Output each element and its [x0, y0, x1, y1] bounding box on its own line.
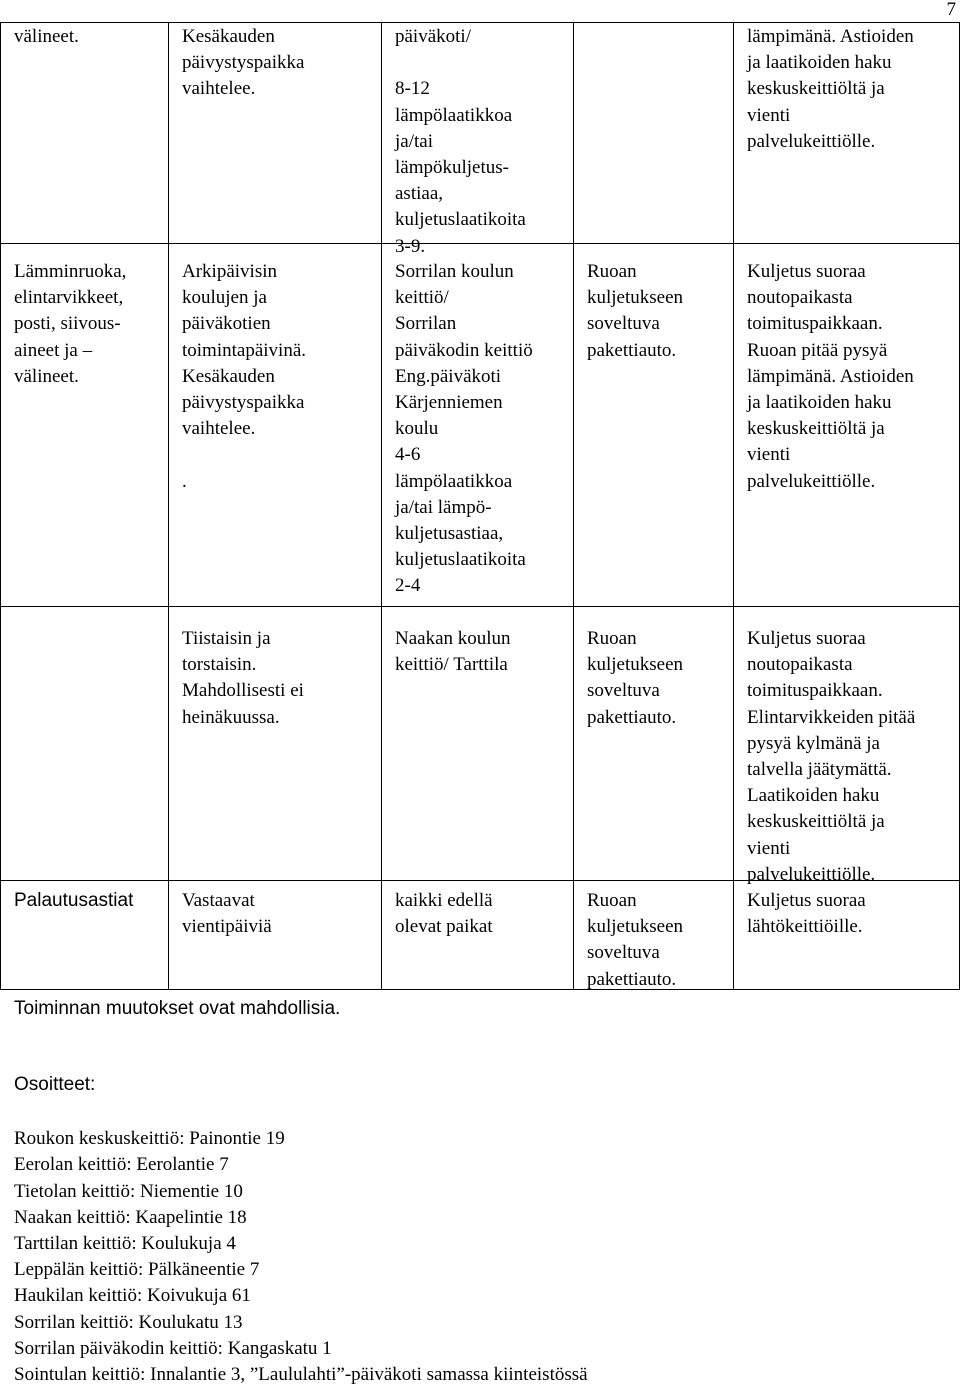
- table-border-bottom: [0, 989, 960, 990]
- address-item: Tarttilan keittiö: Koulukuja 4: [14, 1233, 236, 1255]
- address-item: Tietolan keittiö: Niementie 10: [14, 1180, 243, 1202]
- table-cell: Lämminruoka, elintarvikkeet, posti, siivous- aineet ja – välineet.: [14, 261, 127, 387]
- table-cell: Arkipäivisin koulujen ja päiväkotien toimintapäivinä. Kesäkauden päivystyspaikka vaihtelee. .: [182, 261, 307, 492]
- row-divider: [0, 606, 960, 607]
- table-cell: kaikki edellä olevat paikat: [395, 890, 493, 938]
- address-item: Haukilan keittiö: Koivukuja 61: [14, 1285, 251, 1307]
- address-item: Sointulan keittiö: Innalantie 3, ”Laululahti”-päiväkoti samassa kiinteistössä: [14, 1364, 588, 1386]
- address-item: Eerolan keittiö: Eerolantie 7: [14, 1154, 229, 1176]
- address-item: Naakan keittiö: Kaapelintie 18: [14, 1206, 247, 1228]
- table-cell: Ruoan kuljetukseen soveltuva pakettiauto.: [587, 261, 684, 361]
- table-cell: Ruoan kuljetukseen soveltuva pakettiauto.: [587, 628, 684, 728]
- table-cell: Naakan koulun keittiö/ Tarttila: [395, 628, 511, 676]
- table-cell: päiväkoti/ 8-12 lämpölaatikkoa ja/tai lämpökuljetus- astiaa, kuljetuslaatikoita 3-9.: [395, 26, 526, 257]
- table-cell: Sorrilan koulun keittiö/ Sorrilan päiväkodin keittiö Eng.päiväkoti Kärjenniemen koulu 4-6 lämpölaatikkoa ja/tai lämpö- kuljetusastiaa, kuljetuslaatikoita 2-4: [395, 261, 533, 597]
- table-cell: Ruoan kuljetukseen soveltuva pakettiauto.: [587, 890, 684, 990]
- address-item: Leppälän keittiö: Pälkäneentie 7: [14, 1259, 260, 1281]
- table-cell: Tiistaisin ja torstaisin. Mahdollisesti ei heinäkuussa.: [182, 628, 304, 728]
- address-item: Roukon keskuskeittiö: Painontie 19: [14, 1128, 285, 1150]
- table-border-left: [0, 22, 1, 990]
- table-cell: lämpimänä. Astioiden ja laatikoiden haku keskuskeittiöltä ja vienti palvelukeittiölle.: [747, 26, 914, 152]
- address-heading: Osoitteet:: [14, 1074, 96, 1095]
- address-section: [14, 1072, 588, 1388]
- table-cell: Kuljetus suoraa lähtökeittiöille.: [747, 890, 866, 938]
- table-cell: välineet.: [14, 26, 79, 47]
- table-cell: Kuljetus suoraa noutopaikasta toimituspaikkaan. Elintarvikkeiden pitää pysyä kylmänä ja talvella jäätymättä. Laatikoiden haku keskuskeittiöltä ja vienti palvelukeittiölle.: [747, 628, 916, 885]
- page-number: 7: [946, 0, 956, 20]
- changes-note: Toiminnan muutokset ovat mahdollisia.: [14, 998, 341, 1019]
- table-cell: Kesäkauden päivystyspaikka vaihtelee.: [182, 26, 305, 100]
- column-divider: [573, 22, 574, 990]
- column-divider: [733, 22, 734, 990]
- column-divider: [168, 22, 169, 990]
- table-cell: Vastaavat vientipäiviä: [182, 890, 272, 938]
- address-item: Sorrilan keittiö: Koulukatu 13: [14, 1311, 243, 1333]
- table-cell: Kuljetus suoraa noutopaikasta toimituspaikkaan. Ruoan pitää pysyä lämpimänä. Astioiden ja laatikoiden haku keskuskeittiöltä ja vienti palvelukeittiölle.: [747, 261, 914, 492]
- address-list: [14, 1126, 588, 1388]
- table-border-top: [0, 22, 960, 23]
- column-divider: [381, 22, 382, 990]
- table-cell: Palautusastiat: [14, 890, 134, 911]
- address-item: Sorrilan päiväkodin keittiö: Kangaskatu 1: [14, 1337, 332, 1359]
